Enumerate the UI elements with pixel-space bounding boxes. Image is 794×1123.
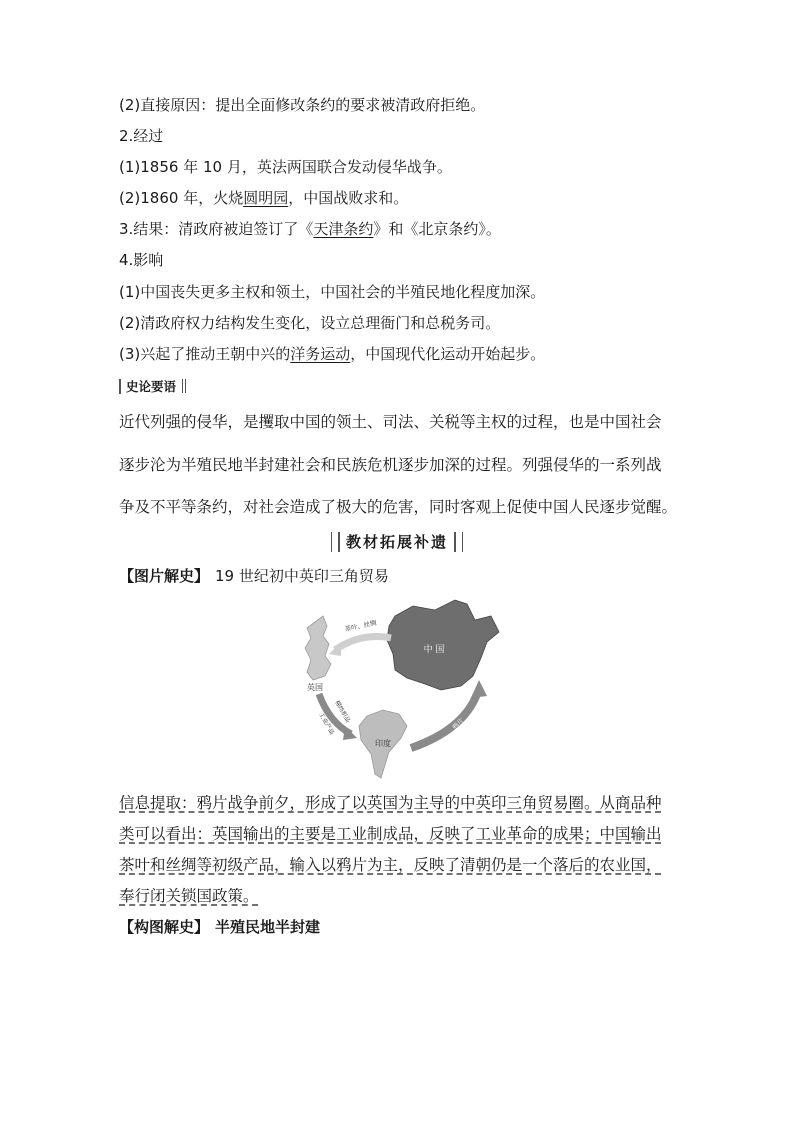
shilun-para-line-1: 近代列强的侵华，是攫取中国的领土、司法、关税等主权的过程，也是中国社会 bbox=[119, 413, 662, 431]
shilun-para-line-3: 争及不平等条约，对社会造成了极大的危害，同时客观上促使中国人民逐步觉醒。 bbox=[119, 498, 678, 516]
info-line-3: 茶叶和丝绸等初级产品，输入以鸦片为主，反映了清朝仍是一个落后的农业国， bbox=[119, 856, 662, 874]
label-china: 中 国 bbox=[423, 645, 445, 655]
section-banner: 教材拓展补遗 bbox=[0, 531, 794, 556]
text-result: 3.结果：清政府被迫签订了《天津条约》和《北京条约》。 bbox=[119, 220, 501, 238]
heading-process: 2.经过 bbox=[119, 127, 164, 145]
britain-map bbox=[305, 616, 331, 680]
text-process-2: (2)1860 年，火烧圆明园，中国战败求和。 bbox=[119, 189, 409, 207]
text-impact-1: (1)中国丧失更多主权和领土，中国社会的半殖民地化程度加深。 bbox=[119, 283, 546, 301]
label-cotton: 棉纺织品 bbox=[333, 699, 352, 724]
text-process-1: (1)1856 年 10 月，英法两国联合发动侵华战争。 bbox=[119, 158, 452, 176]
triangle-trade-diagram bbox=[295, 598, 505, 784]
arrow-opium bbox=[411, 694, 477, 748]
label-india: 印度 bbox=[375, 739, 391, 748]
label-opium: 鸦片 bbox=[450, 716, 466, 732]
info-line-2: 类可以看出：英国输出的主要是工业制成品，反映了工业革命的成果；中国输出 bbox=[119, 825, 662, 843]
label-britain: 英国 bbox=[307, 683, 323, 692]
heading-impact: 4.影响 bbox=[119, 251, 164, 269]
goutu-title: 【构图解史】 半殖民地半封建 bbox=[119, 918, 321, 936]
info-line-4: 奉行闭关锁国政策。 bbox=[119, 887, 259, 905]
tupian-title: 【图片解史】 19 世纪初中英印三角贸易 bbox=[119, 567, 389, 585]
label-industrial: 工业产品 bbox=[317, 711, 336, 736]
info-line-1: 信息提取：鸦片战争前夕，形成了以英国为主导的中英印三角贸易圈。从商品种 bbox=[119, 794, 662, 812]
text-impact-2: (2)清政府权力结构发生变化，设立总理衙门和总税务司。 bbox=[119, 314, 501, 332]
text-direct-cause: (2)直接原因：提出全面修改条约的要求被清政府拒绝。 bbox=[119, 96, 486, 114]
text-impact-3: (3)兴起了推动王朝中兴的洋务运动，中国现代化运动开始起步。 bbox=[119, 345, 546, 363]
arrow-tea-silk bbox=[335, 637, 391, 651]
shilun-heading: 史论要语 bbox=[119, 377, 187, 395]
label-tea-silk: 茶叶、丝绸 bbox=[343, 618, 378, 634]
shilun-para-line-2: 逐步沦为半殖民地半封建社会和民族危机逐步加深的过程。列强侵华的一系列战 bbox=[119, 456, 662, 474]
